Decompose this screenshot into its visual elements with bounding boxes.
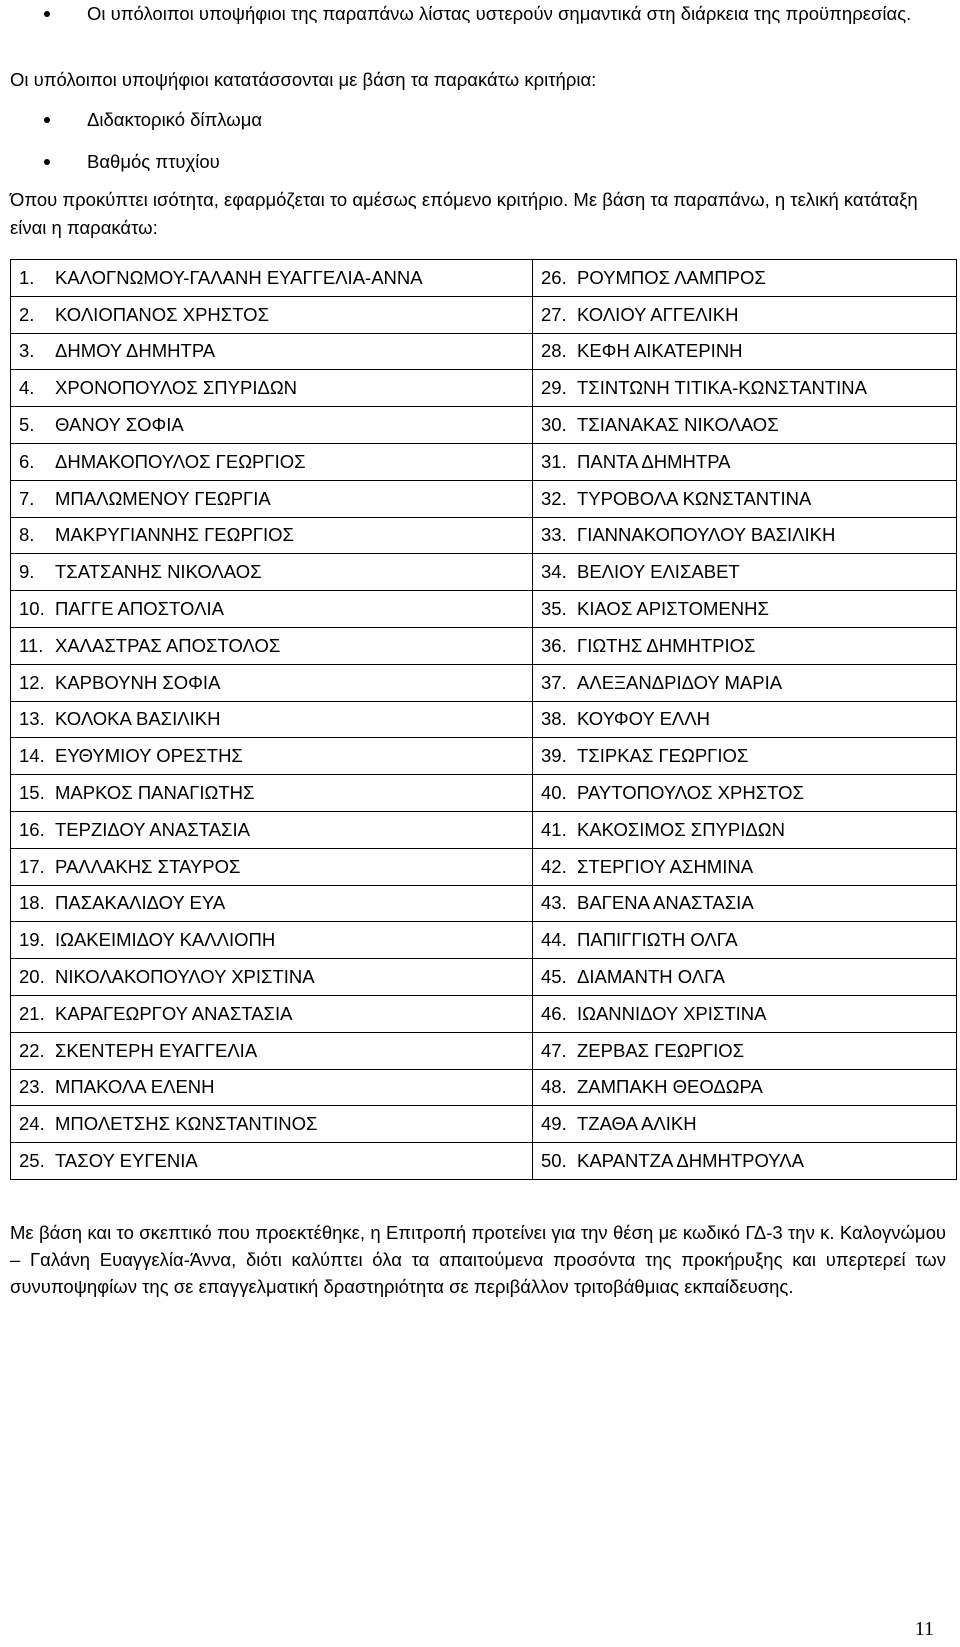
ranking-cell xyxy=(11,407,533,444)
rank-number: 21. xyxy=(19,1002,45,1024)
candidate-name: ΔΗΜΟΥ ΔΗΜΗΤΡΑ xyxy=(55,340,216,362)
ranking-cell xyxy=(533,738,957,775)
rank-number: 1. xyxy=(19,266,35,288)
candidate-name: ΚΑΚΟΣΙΜΟΣ ΣΠΥΡΙΔΩΝ xyxy=(577,818,785,840)
criterion-item xyxy=(0,106,960,134)
rank-number: 29. xyxy=(541,377,567,399)
rank-number: 33. xyxy=(541,524,567,546)
candidate-name: ΜΠΑΛΩΜΕΝΟΥ ΓΕΩΡΓΙΑ xyxy=(55,487,271,509)
ranking-cell xyxy=(533,848,957,885)
ranking-cell xyxy=(11,811,533,848)
ranking-cell xyxy=(533,296,957,333)
rank-number: 37. xyxy=(541,671,567,693)
rank-number: 7. xyxy=(19,487,35,509)
table-row xyxy=(11,848,957,885)
rank-number: 16. xyxy=(19,818,45,840)
rank-number: 45. xyxy=(541,966,567,988)
ranking-cell xyxy=(11,627,533,664)
candidate-name: ΚΟΛΙΟΠΑΝΟΣ ΧΡΗΣΤΟΣ xyxy=(55,303,270,325)
candidate-name: ΔΗΜΑΚΟΠΟΥΛΟΣ ΓΕΩΡΓΙΟΣ xyxy=(55,450,306,472)
criterion-text: Βαθμός πτυχίου xyxy=(87,151,220,172)
ranking-cell xyxy=(533,627,957,664)
rank-number: 19. xyxy=(19,929,45,951)
rank-number: 23. xyxy=(19,1076,45,1098)
candidate-name: ΠΑΝΤΑ ΔΗΜΗΤΡΑ xyxy=(577,450,731,472)
rank-number: 32. xyxy=(541,487,567,509)
intro-bullet-text: Οι υπόλοιποι υποψήφιοι της παραπάνω λίστας υστερούν σημαντικά στη διάρκεια της προϋπηρεσίας. xyxy=(87,3,912,24)
table-row xyxy=(11,443,957,480)
conclusion-paragraph: Με βάση και το σκεπτικό που προεκτέθηκε, η Επιτροπή προτείνει για την θέση με κωδικό ΓΔ-3 την κ. Καλογνώμου – Γαλάνη Ευαγγελία-Άννα, διότι καλύπτει όλα τα απαιτούμενα προσόντα της προκήρυξης και υπερτερεί των συνυποψηφίων της σε επαγγελματική δραστηριότητα σε περιβάλλον τριτοβάθμιας εκπαίδευσης. xyxy=(10,1222,946,1297)
table-row xyxy=(11,885,957,922)
candidate-name: ΜΑΡΚΟΣ ΠΑΝΑΓΙΩΤΗΣ xyxy=(55,782,255,804)
candidate-name: ΧΑΛΑΣΤΡΑΣ ΑΠΟΣΤΟΛΟΣ xyxy=(55,634,281,656)
table-row xyxy=(11,738,957,775)
candidate-name: ΠΑΠΙΓΓΙΩΤΗ ΟΛΓΑ xyxy=(577,929,738,951)
rank-number: 31. xyxy=(541,450,567,472)
ranking-cell xyxy=(533,370,957,407)
ranking-cell xyxy=(11,885,533,922)
ranking-cell xyxy=(533,1069,957,1106)
table-row xyxy=(11,517,957,554)
rank-number: 14. xyxy=(19,745,45,767)
candidate-name: ΚΕΦΗ ΑΙΚΑΤΕΡΙΝΗ xyxy=(577,340,743,362)
candidate-name: ΙΩΑΚΕΙΜΙΔΟΥ ΚΑΛΛΙΟΠΗ xyxy=(55,929,276,951)
rank-number: 8. xyxy=(19,524,35,546)
ranking-cell xyxy=(11,443,533,480)
ranking-cell xyxy=(533,1143,957,1180)
candidate-name: ΜΑΚΡΥΓΙΑΝΝΗΣ ΓΕΩΡΓΙΟΣ xyxy=(55,524,294,546)
candidate-name: ΓΙΑΝΝΑΚΟΠΟΥΛΟΥ ΒΑΣΙΛΙΚΗ xyxy=(577,524,836,546)
rank-number: 11. xyxy=(19,634,44,656)
candidate-name: ΜΠΟΛΕΤΣΗΣ ΚΩΝΣΤΑΝΤΙΝΟΣ xyxy=(55,1113,318,1135)
ranking-cell xyxy=(533,885,957,922)
ranking-cell xyxy=(11,775,533,812)
rank-number: 4. xyxy=(19,377,35,399)
rank-number: 20. xyxy=(19,966,45,988)
candidate-name: ΤΣΙΑΝΑΚΑΣ ΝΙΚΟΛΑΟΣ xyxy=(577,414,779,436)
table-row xyxy=(11,407,957,444)
candidate-name: ΑΛΕΞΑΝΔΡΙΔΟΥ ΜΑΡΙΑ xyxy=(577,671,783,693)
rank-number: 44. xyxy=(541,929,567,951)
ranking-cell xyxy=(11,296,533,333)
rank-number: 40. xyxy=(541,782,567,804)
rank-number: 36. xyxy=(541,634,567,656)
table-row xyxy=(11,260,957,297)
ranking-cell xyxy=(533,554,957,591)
ranking-cell xyxy=(533,664,957,701)
bullet-dot-icon xyxy=(44,159,50,165)
ranking-cell xyxy=(11,664,533,701)
ranking-cell xyxy=(11,738,533,775)
criterion-text: Διδακτορικό δίπλωμα xyxy=(87,109,263,130)
candidate-name: ΚΙΑΟΣ ΑΡΙΣΤΟΜΕΝΗΣ xyxy=(577,598,769,620)
rank-number: 49. xyxy=(541,1113,567,1135)
candidate-name: ΒΑΓΕΝΑ ΑΝΑΣΤΑΣΙΑ xyxy=(577,892,754,914)
rank-number: 47. xyxy=(541,1039,567,1061)
rank-number: 28. xyxy=(541,340,567,362)
table-row xyxy=(11,701,957,738)
candidate-name: ΡΑΥΤΟΠΟΥΛΟΣ ΧΡΗΣΤΟΣ xyxy=(577,782,804,804)
rank-number: 9. xyxy=(19,561,35,583)
ranking-cell xyxy=(11,591,533,628)
candidate-name: ΚΑΡΒΟΥΝΗ ΣΟΦΙΑ xyxy=(55,671,221,693)
rank-number: 26. xyxy=(541,266,567,288)
rank-number: 34. xyxy=(541,561,567,583)
candidate-name: ΚΑΡΑΝΤΖΑ ΔΗΜΗΤΡΟΥΛΑ xyxy=(577,1150,804,1172)
candidate-name: ΣΤΕΡΓΙΟΥ ΑΣΗΜΙΝΑ xyxy=(577,855,754,877)
table-row xyxy=(11,627,957,664)
table-row xyxy=(11,1032,957,1069)
candidate-name: ΘΑΝΟΥ ΣΟΦΙΑ xyxy=(55,414,184,436)
ranking-cell xyxy=(533,701,957,738)
criteria-intro: Οι υπόλοιποι υποψήφιοι κατατάσσονται με βάση τα παρακάτω κριτήρια: xyxy=(10,69,597,90)
ranking-cell xyxy=(533,260,957,297)
ranking-cell xyxy=(11,848,533,885)
candidate-name: ΜΠΑΚΟΛΑ ΕΛΕΝΗ xyxy=(55,1076,215,1098)
table-row xyxy=(11,1069,957,1106)
ranking-cell xyxy=(11,1143,533,1180)
table-row xyxy=(11,1106,957,1143)
candidate-name: ΚΑΡΑΓΕΩΡΓΟΥ ΑΝΑΣΤΑΣΙΑ xyxy=(55,1002,293,1024)
ranking-cell xyxy=(11,517,533,554)
ranking-cell xyxy=(11,333,533,370)
ranking-cell xyxy=(533,443,957,480)
ranking-cell xyxy=(11,922,533,959)
ranking-cell xyxy=(533,407,957,444)
rank-number: 17. xyxy=(19,855,45,877)
rank-number: 15. xyxy=(19,782,45,804)
ranking-cell xyxy=(533,591,957,628)
ranking-cell xyxy=(533,922,957,959)
ranking-cell xyxy=(11,1106,533,1143)
candidate-name: ΔΙΑΜΑΝΤΗ ΟΛΓΑ xyxy=(577,966,725,988)
candidate-name: ΤΖΑΘΑ ΑΛΙΚΗ xyxy=(577,1113,697,1135)
table-row xyxy=(11,959,957,996)
ranking-cell xyxy=(11,480,533,517)
rank-number: 24. xyxy=(19,1113,45,1135)
rank-number: 41. xyxy=(541,818,567,840)
tie-rule-paragraph: Όπου προκύπτει ισότητα, εφαρμόζεται το αμέσως επόμενο κριτήριο. Με βάση τα παραπάνω, η τελική κατάταξη είναι η παρακάτω: xyxy=(10,189,918,238)
candidate-name: ΠΑΓΓΕ ΑΠΟΣΤΟΛΙΑ xyxy=(55,598,224,620)
candidate-name: ΤΣΙΝΤΩΝΗ ΤΙΤΙΚΑ-ΚΩΝΣΤΑΝΤΙΝΑ xyxy=(577,377,868,399)
candidate-name: ΒΕΛΙΟΥ ΕΛΙΣΑΒΕΤ xyxy=(577,561,740,583)
table-row xyxy=(11,811,957,848)
ranking-cell xyxy=(533,959,957,996)
ranking-cell xyxy=(11,959,533,996)
table-row xyxy=(11,995,957,1032)
rank-number: 5. xyxy=(19,414,35,436)
candidate-name: ΝΙΚΟΛΑΚΟΠΟΥΛΟΥ ΧΡΙΣΤΙΝΑ xyxy=(55,966,315,988)
table-row xyxy=(11,370,957,407)
candidate-name: ΤΕΡΖΙΔΟΥ ΑΝΑΣΤΑΣΙΑ xyxy=(55,818,250,840)
candidate-name: ΚΑΛΟΓΝΩΜΟΥ-ΓΑΛΑΝΗ ΕΥΑΓΓΕΛΙΑ-ΑΝΝΑ xyxy=(55,266,423,288)
rank-number: 42. xyxy=(541,855,567,877)
rank-number: 25. xyxy=(19,1150,45,1172)
ranking-cell xyxy=(533,995,957,1032)
ranking-cell xyxy=(533,480,957,517)
table-row xyxy=(11,591,957,628)
rank-number: 35. xyxy=(541,598,567,620)
candidate-name: ΤΑΣΟΥ ΕΥΓΕΝΙΑ xyxy=(55,1150,198,1172)
rank-number: 2. xyxy=(19,303,35,325)
ranking-cell xyxy=(533,333,957,370)
ranking-table xyxy=(10,259,957,1180)
rank-number: 22. xyxy=(19,1039,45,1061)
table-row xyxy=(11,922,957,959)
ranking-cell xyxy=(11,554,533,591)
ranking-cell xyxy=(11,260,533,297)
rank-number: 10. xyxy=(19,598,45,620)
ranking-cell xyxy=(533,1106,957,1143)
rank-number: 18. xyxy=(19,892,45,914)
candidate-name: ΚΟΥΦΟΥ ΕΛΛΗ xyxy=(577,708,710,730)
candidate-name: ΤΣΑΤΣΑΝΗΣ ΝΙΚΟΛΑΟΣ xyxy=(55,561,262,583)
rank-number: 27. xyxy=(541,303,567,325)
rank-number: 13. xyxy=(19,708,45,730)
candidate-name: ΣΚΕΝΤΕΡΗ ΕΥΑΓΓΕΛΙΑ xyxy=(55,1039,258,1061)
rank-number: 38. xyxy=(541,708,567,730)
rank-number: 48. xyxy=(541,1076,567,1098)
rank-number: 6. xyxy=(19,450,35,472)
rank-number: 46. xyxy=(541,1002,567,1024)
ranking-cell xyxy=(533,775,957,812)
table-row xyxy=(11,664,957,701)
rank-number: 39. xyxy=(541,745,567,767)
ranking-cell xyxy=(11,1069,533,1106)
rank-number: 12. xyxy=(19,671,45,693)
candidate-name: ΚΟΛΟΚΑ ΒΑΣΙΛΙΚΗ xyxy=(55,708,221,730)
candidate-name: ΓΙΩΤΗΣ ΔΗΜΗΤΡΙΟΣ xyxy=(577,634,756,656)
rank-number: 50. xyxy=(541,1150,567,1172)
criterion-item xyxy=(0,148,960,176)
candidate-name: ΤΥΡΟΒΟΛΑ ΚΩΝΣΤΑΝΤΙΝΑ xyxy=(577,487,812,509)
candidate-name: ΙΩΑΝΝΙΔΟΥ ΧΡΙΣΤΙΝΑ xyxy=(577,1002,767,1024)
candidate-name: ΠΑΣΑΚΑΛΙΔΟΥ ΕΥΑ xyxy=(55,892,226,914)
candidate-name: ΡΟΥΜΠΟΣ ΛΑΜΠΡΟΣ xyxy=(577,266,766,288)
bullet-dot-icon xyxy=(44,117,50,123)
candidate-name: ΧΡΟΝΟΠΟΥΛΟΣ ΣΠΥΡΙΔΩΝ xyxy=(55,377,298,399)
ranking-cell xyxy=(11,1032,533,1069)
page-number: 11 xyxy=(914,1618,934,1640)
candidate-name: ΕΥΘΥΜΙΟΥ ΟΡΕΣΤΗΣ xyxy=(55,745,243,767)
candidate-name: ΖΕΡΒΑΣ ΓΕΩΡΓΙΟΣ xyxy=(577,1039,745,1061)
table-row xyxy=(11,333,957,370)
ranking-cell xyxy=(533,517,957,554)
table-row xyxy=(11,1143,957,1180)
ranking-cell xyxy=(11,370,533,407)
ranking-cell xyxy=(11,701,533,738)
ranking-cell xyxy=(11,995,533,1032)
ranking-cell xyxy=(533,1032,957,1069)
ranking-cell xyxy=(533,811,957,848)
rank-number: 3. xyxy=(19,340,35,362)
bullet-dot-icon xyxy=(44,11,50,17)
candidate-name: ΡΑΛΛΑΚΗΣ ΣΤΑΥΡΟΣ xyxy=(55,855,241,877)
candidate-name: ΚΟΛΙΟΥ ΑΓΓΕΛΙΚΗ xyxy=(577,303,739,325)
table-row xyxy=(11,296,957,333)
intro-bullet xyxy=(0,0,960,28)
rank-number: 43. xyxy=(541,892,567,914)
rank-number: 30. xyxy=(541,414,567,436)
table-row xyxy=(11,775,957,812)
candidate-name: ΤΣΙΡΚΑΣ ΓΕΩΡΓΙΟΣ xyxy=(577,745,749,767)
candidate-name: ΖΑΜΠΑΚΗ ΘΕΟΔΩΡΑ xyxy=(577,1076,763,1098)
table-row xyxy=(11,480,957,517)
table-row xyxy=(11,554,957,591)
